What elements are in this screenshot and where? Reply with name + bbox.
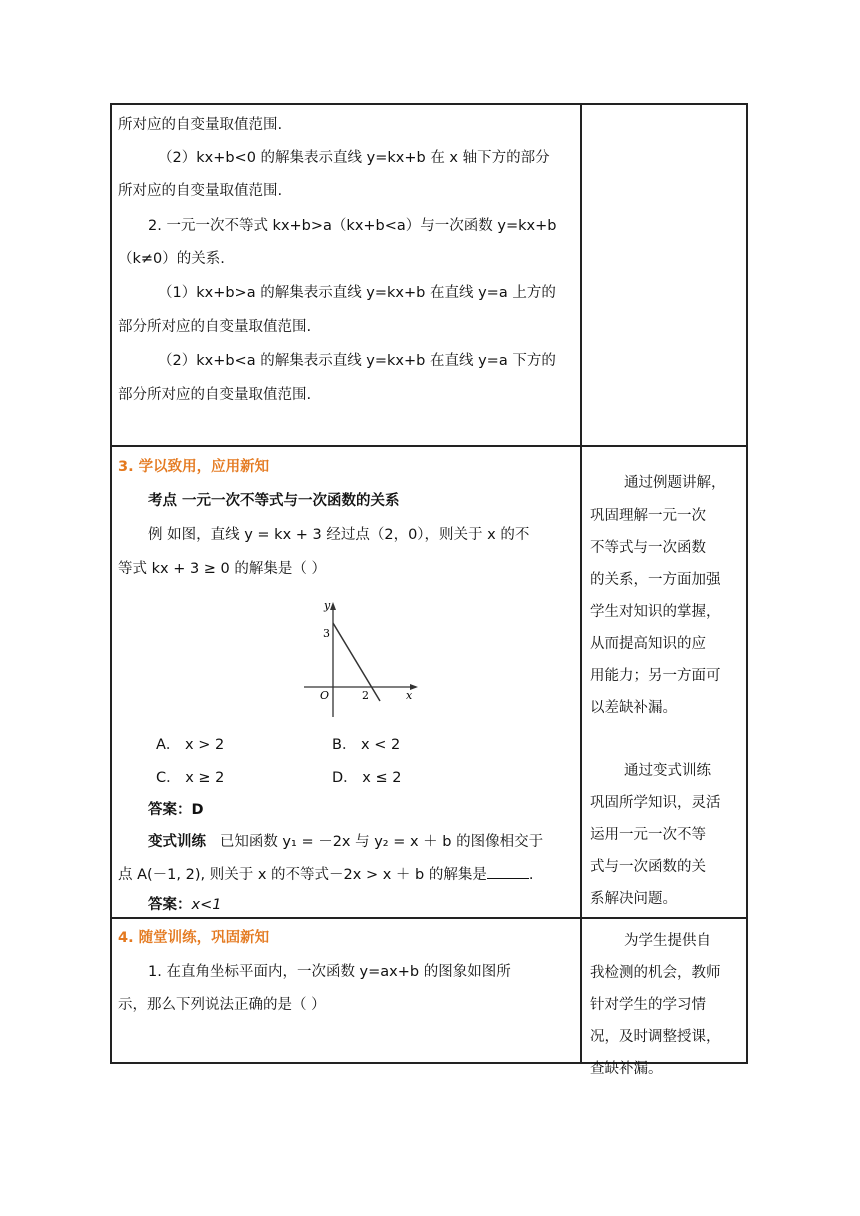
side-note-4-line-2: 我检测的机会，教师 (590, 965, 721, 981)
cell1-line-3: 所对应的自变量取值范围. (118, 183, 283, 199)
x-intercept-label: 2 (362, 689, 369, 702)
question-1-line-2: 示，那么下列说法正确的是（ ） (118, 997, 326, 1013)
answer-2-value: x<1 (191, 897, 222, 913)
function-line (333, 623, 380, 701)
option-a: A． x > 2 (156, 737, 225, 753)
side-note-3a-line-2: 巩固理解一元一次 (590, 508, 706, 524)
answer-2 (148, 895, 221, 915)
example-line-2: 等式 kx + 3 ≥ 0 的解集是（ ） (118, 561, 326, 577)
side-note-3b-line-2: 巩固所学知识，灵活 (590, 795, 721, 811)
answer-2-label: 答案： (148, 897, 192, 913)
side-note-3b-line-4: 式与一次函数的关 (590, 859, 706, 875)
variant-text-2: 点 A(－1, 2), 则关于 x 的不等式－2x > x ＋ b 的解集是 (118, 867, 487, 883)
cell1-line-1: 所对应的自变量取值范围. (118, 117, 283, 133)
side-note-4-line-5: 查缺补漏。 (590, 1061, 663, 1077)
section4-heading: 4. 随堂训练，巩固新知 (118, 930, 270, 946)
y-axis-label: y (324, 599, 331, 612)
cell1-line-7: 部分所对应的自变量取值范围. (118, 319, 312, 335)
side-note-3a-line-1: 通过例题讲解， (624, 475, 726, 491)
side-note-3a-line-3: 不等式与一次函数 (590, 540, 706, 556)
line-graph-figure (298, 597, 422, 719)
side-note-3b-line-1: 通过变式训练 (624, 763, 711, 779)
side-note-4-line-1: 为学生提供自 (624, 933, 711, 949)
cell1-line-4: 2. 一元一次不等式 kx+b>a（kx+b<a）与一次函数 y=kx+b (148, 218, 557, 234)
side-note-4-line-3: 针对学生的学习情 (590, 997, 706, 1013)
option-d: D． x ≤ 2 (332, 770, 402, 786)
side-note-3a-line-4: 的关系，一方面加强 (590, 572, 721, 588)
cell1-line-8: （2）kx+b<a 的解集表示直线 y=kx+b 在直线 y=a 下方的 (158, 353, 556, 369)
side-note-3a-line-6: 从而提高知识的应 (590, 636, 706, 652)
origin-label: O (320, 689, 330, 702)
cell1-line-2: （2）kx+b<0 的解集表示直线 y=kx+b 在 x 轴下方的部分 (158, 150, 550, 166)
side-note-3a-line-7: 用能力；另一方面可 (590, 668, 721, 684)
variant-line-1 (148, 832, 543, 852)
variant-text-1: 已知函数 y₁ = －2x 与 y₂ = x ＋ b 的图像相交于 (219, 834, 544, 850)
answer-1: 答案：D (148, 802, 204, 818)
side-note-3a-line-5: 学生对知识的掌握， (590, 604, 721, 620)
cell1-line-6: （1）kx+b>a 的解集表示直线 y=kx+b 在直线 y=a 上方的 (158, 285, 556, 301)
y-intercept-label: 3 (323, 627, 330, 640)
cell1-line-5: （k≠0）的关系. (118, 251, 225, 267)
section3-topic: 考点 一元一次不等式与一次函数的关系 (148, 493, 400, 509)
question-1-line-1: 1. 在直角坐标平面内，一次函数 y=ax+b 的图象如图所 (148, 964, 511, 980)
section3-heading: 3. 学以致用，应用新知 (118, 459, 270, 475)
option-c: C． x ≥ 2 (156, 770, 225, 786)
side-note-3b-line-5: 系解决问题。 (590, 891, 677, 907)
row-divider-2 (112, 917, 746, 919)
x-axis-label: x (406, 689, 413, 702)
lesson-plan-table (110, 103, 748, 1077)
example-line-1: 例 如图，直线 y = kx + 3 经过点（2，0），则关于 x 的不 (148, 527, 530, 543)
variant-line-2: 点 A(－1, 2), 则关于 x 的不等式－2x > x ＋ b 的解集是 . (118, 864, 533, 885)
side-note-3b-line-3: 运用一元一次不等 (590, 827, 706, 843)
answer-blank (487, 864, 529, 879)
cell1-line-9: 部分所对应的自变量取值范围. (118, 387, 312, 403)
option-b: B． x < 2 (332, 737, 401, 753)
variant-title: 变式训练 (148, 834, 206, 850)
side-note-4-line-4: 况，及时调整授课， (590, 1029, 721, 1045)
row-divider-1 (112, 445, 746, 447)
y-axis-arrow (330, 602, 336, 610)
side-note-3a-line-8: 以差缺补漏。 (590, 700, 677, 716)
